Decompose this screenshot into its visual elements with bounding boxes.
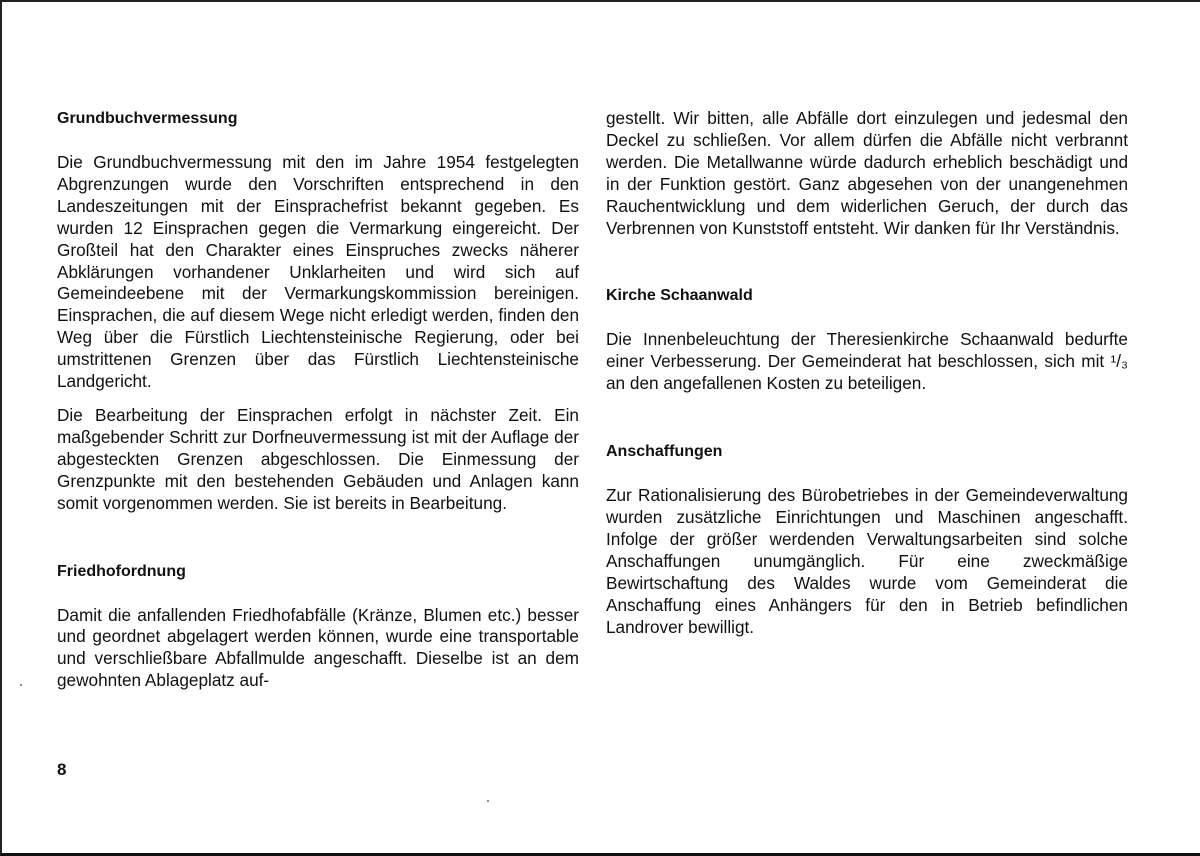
right-column	[606, 108, 1128, 639]
page-number: 8	[57, 760, 67, 779]
page-edge-left	[0, 0, 2, 856]
paragraph-continuation: gestellt. Wir bitten, alle Abfälle dort einzulegen und jedesmal den Deckel zu schließen. Vor allem dürfen die Abfälle nicht verbrannt werden. Die Metallwanne würde dadurch erheblich beschädigt und in der Funktion gestört. Ganz abgesehen von der unangenehmen Rauchentwicklung und dem widerlichen Geruch, der durch das Verbrennen von Kunststoff entsteht. Wir danken für Ihr Verständnis.	[606, 108, 1128, 238]
section-heading-friedhofordnung: Friedhofordnung	[57, 562, 186, 580]
section-heading-grundbuchvermessung: Grundbuchvermessung	[57, 110, 238, 127]
page-edge-top	[0, 0, 1200, 2]
paragraph: Zur Rationalisierung des Bürobetriebes in der Gemeindeverwaltung wurden zusätzliche Einrichtungen und Maschinen angeschafft. Infolge der größer werdenden Verwaltungsarbeiten sind solche Anschaffungen unumgänglich. Für eine zweckmäßige Bewirtschaftung des Waldes wurde vom Gemeinderat die Anschaffung eines Anhängers für den in Betrieb befindlichen Landrover bewilligt.	[606, 485, 1128, 637]
paragraph: Die Grundbuchvermessung mit den im Jahre 1954 festgelegten Abgrenzungen wurde den Vorschriften entsprechend in den Landeszeitungen mit der Einsprachefrist bekannt gegeben. Es wurden 12 Einsprachen gegen die Vermarkung eingereicht. Der Großteil hat den Charakter eines Einspruches zwecks näherer Abklärungen vorhandener Unklarheiten und wird sich auf Gemeindeebene mit der Vermarkungskommission bereinigen. Einsprachen, die auf diesem Wege nicht erledigt werden, finden den Weg über die Fürstlich Liechtensteinische Regierung, oder bei umstrittenen Grenzen über das Fürstlich Liechtensteinische Landgericht.	[57, 152, 579, 392]
section-heading-anschaffungen: Anschaffungen	[606, 443, 723, 461]
paragraph: Die Bearbeitung der Einsprachen erfolgt in nächster Zeit. Ein maßgebender Schritt zur Dorfneuvermessung ist mit der Auflage der abgesteckten Grenzen abgeschlossen. Die Einmessung der Grenzpunkte mit den bestehenden Gebäuden und Anlagen kann somit vorgenommen werden. Sie ist bereits in Bearbeitung.	[57, 404, 579, 513]
paragraph-continued: Damit die anfallenden Friedhofabfälle (Kränze, Blumen etc.) besser und geordnet abgelagert werden können, wurde eine transportable und verschließbare Abfallmulde angeschafft. Dieselbe ist an dem gewohnten Ablageplatz auf-	[57, 604, 579, 691]
paragraph: Die Innenbeleuchtung der Theresienkirche Schaanwald bedurfte einer Verbesserung. Der Gemeinderat hat beschlossen, sich mit ¹/₃ an den angefallenen Kosten zu beteiligen.	[606, 329, 1128, 394]
scan-speck	[20, 684, 22, 686]
left-column	[57, 108, 579, 692]
scan-speck	[487, 800, 489, 802]
section-heading-kirche-schaanwald: Kirche Schaanwald	[606, 287, 753, 305]
